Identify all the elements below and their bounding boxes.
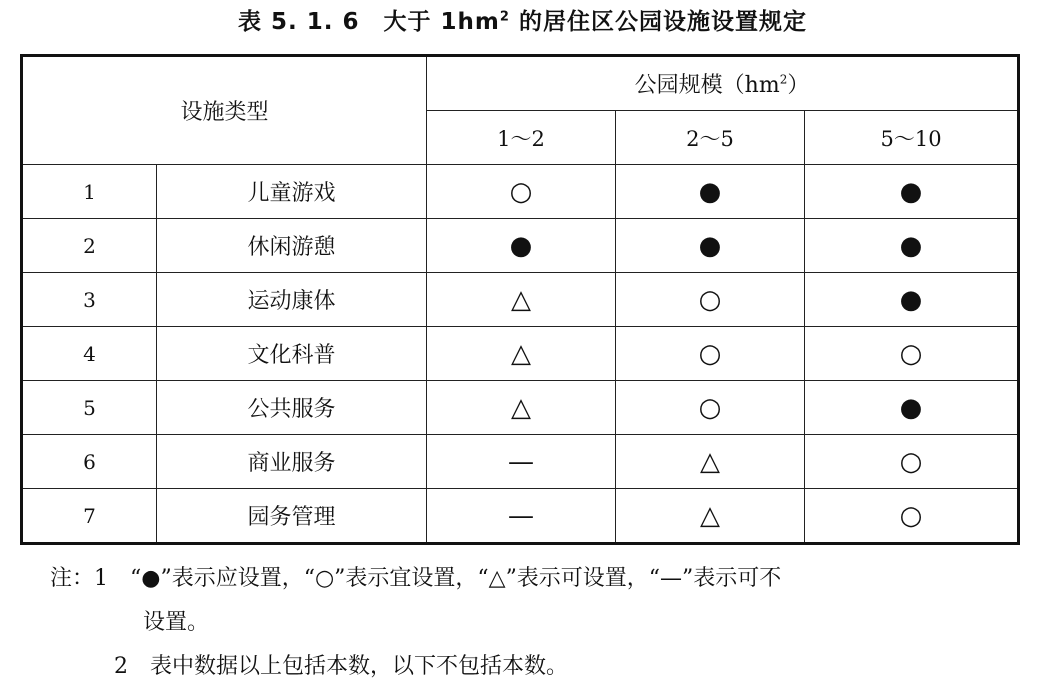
requirement-symbol: ● bbox=[616, 219, 805, 273]
note-2-text: 表中数据以上包括本数，以下不包括本数。 bbox=[150, 654, 569, 679]
requirement-symbol: △ bbox=[616, 489, 805, 544]
table-row bbox=[22, 435, 1019, 489]
requirement-symbol: ● bbox=[805, 273, 1019, 327]
row-number: 1 bbox=[22, 165, 157, 219]
facility-name: 休闲游憩 bbox=[157, 219, 427, 273]
size-header: 2～5 bbox=[616, 111, 805, 165]
requirement-symbol: ● bbox=[805, 381, 1019, 435]
facility-type-header: 设施类型 bbox=[22, 56, 427, 165]
requirement-symbol: ● bbox=[427, 219, 616, 273]
row-number: 6 bbox=[22, 435, 157, 489]
requirement-symbol: ● bbox=[805, 219, 1019, 273]
facility-name: 园务管理 bbox=[157, 489, 427, 544]
row-number: 4 bbox=[22, 327, 157, 381]
facility-table bbox=[20, 54, 1020, 545]
notes-label: 注：1 bbox=[50, 566, 108, 591]
note-1 bbox=[50, 557, 781, 601]
facility-name: 运动康体 bbox=[157, 273, 427, 327]
row-number: 7 bbox=[22, 489, 157, 544]
row-number: 2 bbox=[22, 219, 157, 273]
requirement-symbol: △ bbox=[427, 327, 616, 381]
note-1-continuation: 设置。 bbox=[143, 610, 210, 635]
park-scale-header: 公园规模$(hm^2)$ bbox=[427, 56, 1019, 111]
requirement-symbol: ○ bbox=[616, 273, 805, 327]
requirement-symbol: ○ bbox=[616, 327, 805, 381]
table-notes bbox=[50, 557, 781, 689]
facility-name: 儿童游戏 bbox=[157, 165, 427, 219]
size-header: 5～10 bbox=[805, 111, 1019, 165]
table-row bbox=[22, 381, 1019, 435]
requirement-symbol: — bbox=[427, 489, 616, 544]
requirement-symbol: ○ bbox=[805, 489, 1019, 544]
requirement-symbol: ○ bbox=[805, 327, 1019, 381]
requirement-symbol: △ bbox=[427, 273, 616, 327]
requirement-symbol: ○ bbox=[805, 435, 1019, 489]
table-row bbox=[22, 273, 1019, 327]
note-1-text: “●”表示应设置，“○”表示宜设置，“△”表示可设置，“—”表示可不 bbox=[130, 566, 782, 591]
note-2-number: 2 bbox=[114, 654, 128, 679]
table-row bbox=[22, 219, 1019, 273]
row-number: 3 bbox=[22, 273, 157, 327]
table-row bbox=[22, 165, 1019, 219]
requirement-symbol: ● bbox=[805, 165, 1019, 219]
requirement-symbol: △ bbox=[616, 435, 805, 489]
table-row bbox=[22, 327, 1019, 381]
note-2 bbox=[50, 645, 781, 689]
requirement-symbol: ○ bbox=[616, 381, 805, 435]
facility-name: 公共服务 bbox=[157, 381, 427, 435]
size-header: 1～2 bbox=[427, 111, 616, 165]
row-number: 5 bbox=[22, 381, 157, 435]
facility-name: 商业服务 bbox=[157, 435, 427, 489]
requirement-symbol: ● bbox=[616, 165, 805, 219]
table-row bbox=[22, 489, 1019, 544]
requirement-symbol: △ bbox=[427, 381, 616, 435]
requirement-symbol: ○ bbox=[427, 165, 616, 219]
table-title: 表 5. 1. 6 大于 $1hm^2$ 的居住区公园设施设置规定 bbox=[238, 9, 807, 35]
requirement-symbol: — bbox=[427, 435, 616, 489]
facility-name: 文化科普 bbox=[157, 327, 427, 381]
header-row bbox=[22, 56, 1019, 111]
